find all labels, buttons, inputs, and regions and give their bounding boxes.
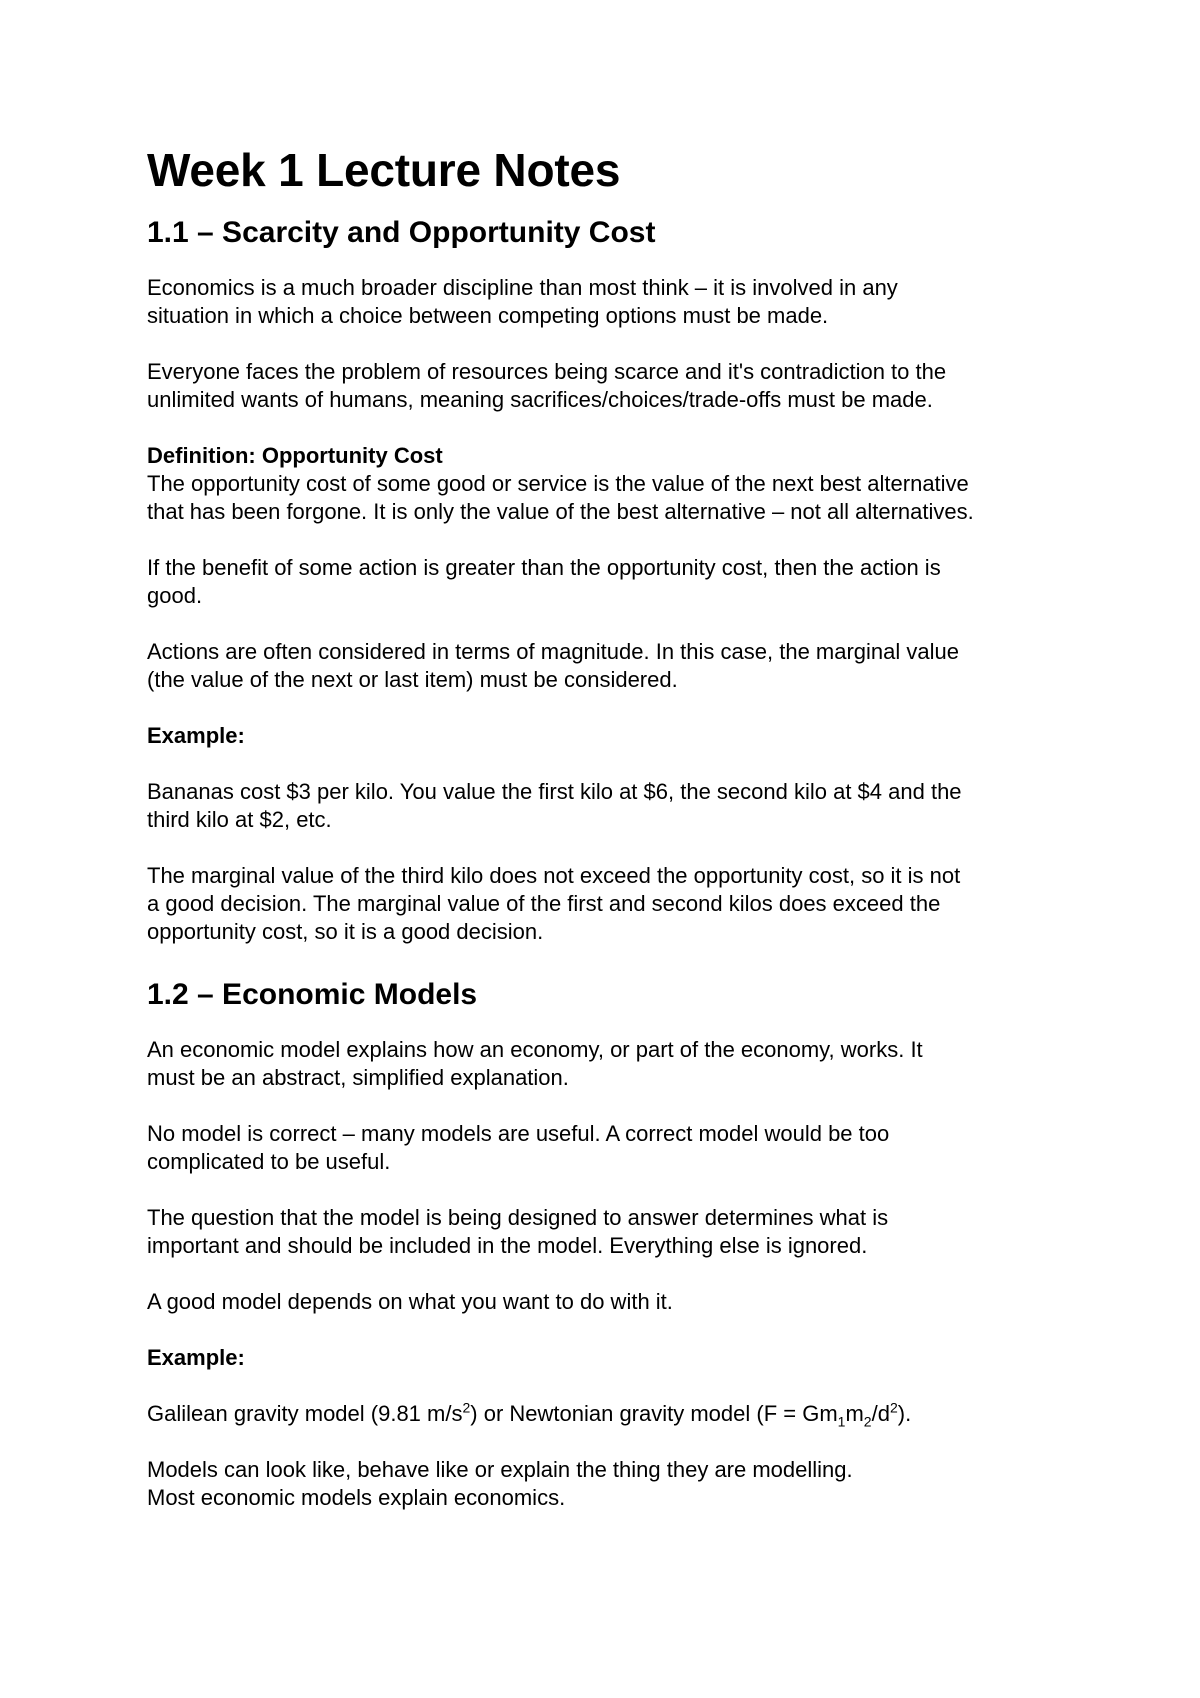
example-label: Example:	[147, 1345, 245, 1370]
section-heading-economic-models: 1.2 – Economic Models	[147, 978, 478, 1011]
paragraph: The question that the model is being designed to answer determines what is important and should be included in the model. Everything else is ignored.	[147, 1205, 889, 1258]
paragraph: An economic model explains how an economy, or part of the economy, works. It must be an abstract, simplified explanation.	[147, 1037, 923, 1090]
paragraph: If the benefit of some action is greater than the opportunity cost, then the action is good.	[147, 555, 941, 608]
gravity-text-prefix: Galilean gravity model (9.81 m/s	[147, 1401, 463, 1426]
document-page	[147, 142, 1097, 1512]
paragraph: A good model depends on what you want to do with it.	[147, 1289, 673, 1314]
paragraph: The marginal value of the third kilo does not exceed the opportunity cost, so it is not a good decision. The marginal value of the first and second kilos does exceed the opportunity cost, so it is a good decision.	[147, 863, 961, 944]
example-text: Bananas cost $3 per kilo. You value the first kilo at $6, the second kilo at $4 and the third kilo at $2, etc.	[147, 779, 962, 832]
subscript: 1	[837, 1413, 846, 1430]
gravity-text-end: ).	[897, 1401, 912, 1426]
subscript: 2	[863, 1413, 872, 1430]
definition-label: Definition: Opportunity Cost	[147, 443, 443, 468]
superscript: 2	[462, 1399, 471, 1416]
gravity-text-mid: ) or Newtonian gravity model (F = Gm	[470, 1401, 838, 1426]
gravity-text-m2: m	[845, 1401, 864, 1426]
paragraph: Economics is a much broader discipline than most think – it is involved in any situation in which a choice between competing options must be made.	[147, 275, 898, 328]
paragraph: Actions are often considered in terms of magnitude. In this case, the marginal value (the value of the next or last item) must be considered.	[147, 639, 959, 692]
superscript: 2	[889, 1399, 898, 1416]
paragraph: Everyone faces the problem of resources being scarce and it's contradiction to the unlimited wants of humans, meaning sacrifices/choices/trade-offs must be made.	[147, 359, 947, 412]
gravity-text-d: /d	[871, 1401, 890, 1426]
definition-text: The opportunity cost of some good or service is the value of the next best alternative that has been forgone. It is only the value of the best alternative – not all alternatives.	[147, 471, 974, 524]
document-title: Week 1 Lecture Notes	[147, 144, 621, 196]
example-label: Example:	[147, 723, 245, 748]
paragraph: No model is correct – many models are useful. A correct model would be too complicated to be useful.	[147, 1121, 890, 1174]
section-heading-scarcity: 1.1 – Scarcity and Opportunity Cost	[147, 216, 656, 249]
gravity-example-text	[147, 1400, 1097, 1428]
paragraph: Models can look like, behave like or explain the thing they are modelling. Most economic models explain economics.	[147, 1457, 853, 1510]
